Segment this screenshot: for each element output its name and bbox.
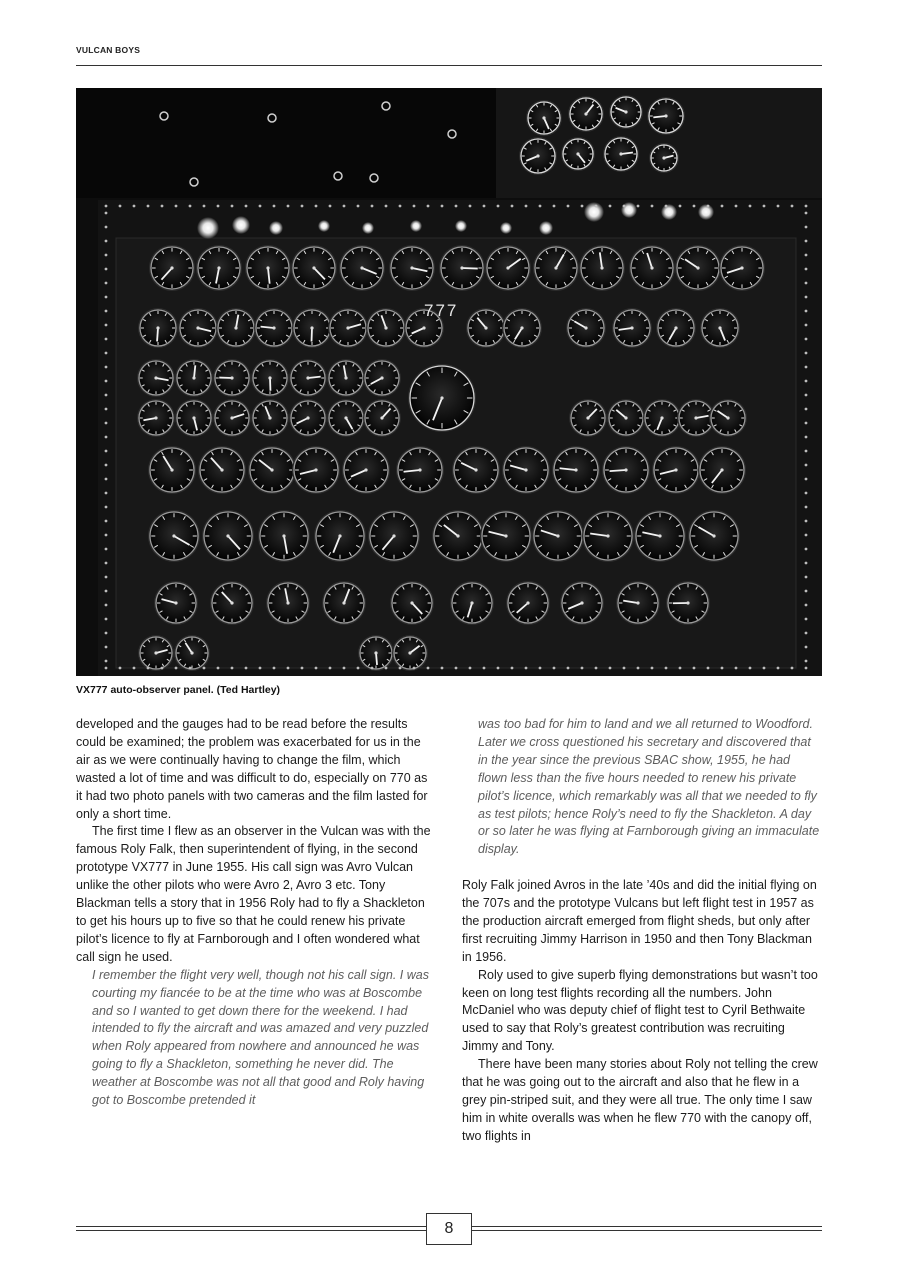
gauge-dial xyxy=(607,399,645,437)
gauge-dial xyxy=(526,100,562,136)
page-number: 8 xyxy=(426,1213,472,1245)
gauge-dial xyxy=(213,359,251,397)
gauge-dial xyxy=(698,446,746,494)
block-quote: I remember the flight very well, though not his call sign. I was courting my fiancée to be at the time who was at Boscombe and so I wanted to get down there for the weekend. I had intended to fly the aircraft and was amazed and very puzzled when Roly appeared from nowhere and announced he was going to fly a Shackleton, something he never did. The weather at Boscombe was not all that good and Roly having got to Boscombe pretended it xyxy=(92,967,429,1108)
gauge-dial xyxy=(675,245,721,291)
gauge-dial xyxy=(652,446,700,494)
gauge-dial xyxy=(643,399,681,437)
gauge-dial xyxy=(178,308,218,348)
gauge-dial xyxy=(202,510,254,562)
gauge-dial xyxy=(582,510,634,562)
gauge-dial xyxy=(363,359,401,397)
gauge-dial xyxy=(579,245,625,291)
gauge-dial xyxy=(266,581,310,625)
gauge-dial xyxy=(196,245,242,291)
gauge-dial xyxy=(506,581,550,625)
panel-marking: 777 xyxy=(424,301,459,320)
gauge-dial xyxy=(603,136,639,172)
gauge-dial xyxy=(485,245,531,291)
gauge-dial xyxy=(291,245,337,291)
gauge-dial xyxy=(612,308,652,348)
gauge-dial xyxy=(656,308,696,348)
indicator-lamp xyxy=(269,221,283,235)
gauge-dial xyxy=(328,308,368,348)
gauge-dial xyxy=(358,635,394,671)
gauge-dial xyxy=(647,97,685,135)
gauge-dial xyxy=(629,245,675,291)
gauge-dial xyxy=(289,399,327,437)
gauge-dial xyxy=(719,245,765,291)
paragraph: developed and the gauges had to be read before the results could be examined; the problem was exacerbated for us in the air as we were continually having to change the film, which wasted a lot of time and was difficult to do, especially on 770 as it had two photo panels with two cameras and the film lasted for only a short time. xyxy=(76,717,428,821)
gauge-dial xyxy=(396,446,444,494)
gauge-dial xyxy=(368,510,420,562)
block-quote: was too bad for him to land and we all returned to Woodford. Later we cross questioned his secretary and discovered that in the year since the previous SBAC show, 1955, he had flown less than the five hours needed to renew his private pilot’s licence, which remarkably was all that we needed to fly as test pilots; hence Roly’s need to fly the Shackleton. A day or so later he was flying at Farnborough giving an immaculate display. xyxy=(478,717,820,857)
gauge-dial xyxy=(450,581,494,625)
gauge-dial xyxy=(314,510,366,562)
gauge-dial xyxy=(210,581,254,625)
paragraph: Roly Falk joined Avros in the late ’40s and did the initial flying on the 707s and the prototype Vulcans but left flight test in 1957 as the production aircraft emerged from flight sheds, but only after first recruiting Jimmy Harrison in 1950 and then Tony Blackman in 1956. xyxy=(462,878,817,964)
gauge-dial xyxy=(251,399,289,437)
gauge-dial xyxy=(289,359,327,397)
gauge-dial xyxy=(342,446,390,494)
gauge-dial xyxy=(568,96,604,132)
indicator-lamp xyxy=(455,220,467,232)
paragraph: Roly used to give superb flying demonstrations but wasn’t too keen on long test flights recording all the numbers. John McDaniel who was deputy chief of flight test to Cyril Bethwaite used to say that Roly’s greatest contribution was recruiting Jimmy and Tony. xyxy=(462,967,818,1054)
indicator-lamp xyxy=(584,202,604,222)
gauge-dial xyxy=(175,359,213,397)
instrument-panel-illustration xyxy=(76,88,822,676)
gauge-dial xyxy=(466,308,506,348)
footer-rule xyxy=(472,1226,822,1227)
gauge-dial xyxy=(616,581,660,625)
gauge-dial xyxy=(569,399,607,437)
indicator-lamp xyxy=(621,202,637,218)
spacer xyxy=(462,859,822,877)
gauge-dial xyxy=(519,137,557,175)
header-rule xyxy=(76,65,822,66)
gauge-dial xyxy=(175,399,213,437)
gauge-dial xyxy=(138,635,174,671)
paragraph: The first time I flew as an observer in the Vulcan was with the famous Roly Falk, then superintendent of flying, in the second prototype VX777 in June 1955. His call sign was Avro Vulcan unlike the other pilots who were Avro 2, Avro 3 etc. Tony Blackman tells a story that in 1956 Roly had to fly a Shackleton to get his hours up to five so that he could renew his private pilot’s licence to fly at Farnborough and I often wondered what call sign he used. xyxy=(76,824,431,964)
gauge-dial xyxy=(602,446,650,494)
gauge-dial xyxy=(137,359,175,397)
gauge-dial xyxy=(552,446,600,494)
gauge-dial xyxy=(248,446,296,494)
gauge-dial xyxy=(480,510,532,562)
gauge-dial xyxy=(363,399,401,437)
indicator-lamp xyxy=(362,222,374,234)
footer-rule xyxy=(76,1230,426,1231)
gauge-dial xyxy=(292,446,340,494)
gauge-dial xyxy=(389,245,435,291)
gauge-dial xyxy=(138,308,178,348)
gauge-dial xyxy=(609,95,643,129)
indicator-lamp xyxy=(410,220,422,232)
gauge-dial xyxy=(154,581,198,625)
gauge-dial xyxy=(258,510,310,562)
gauge-dial xyxy=(327,399,365,437)
gauge-dial xyxy=(408,364,476,432)
gauge-dial xyxy=(254,308,294,348)
gauge-dial xyxy=(634,510,686,562)
panel-photo xyxy=(76,88,822,676)
gauge-dial xyxy=(148,446,196,494)
indicator-lamp xyxy=(698,204,714,220)
gauge-dial xyxy=(390,581,434,625)
indicator-lamp xyxy=(197,217,219,239)
gauge-dial xyxy=(339,245,385,291)
indicator-lamp xyxy=(318,220,330,232)
gauge-dial xyxy=(174,635,210,671)
gauge-dial xyxy=(532,510,584,562)
gauge-dial xyxy=(322,581,366,625)
gauge-dial xyxy=(666,581,710,625)
gauge-dial xyxy=(649,143,679,173)
gauge-dial xyxy=(148,510,200,562)
gauge-dial xyxy=(452,446,500,494)
gauge-dial xyxy=(432,510,484,562)
indicator-lamp xyxy=(539,221,553,235)
indicator-lamp xyxy=(661,204,677,220)
left-column xyxy=(76,716,436,1110)
footer-rule xyxy=(472,1230,822,1231)
gauge-dial xyxy=(533,245,579,291)
gauge-dial xyxy=(245,245,291,291)
gauge-dial xyxy=(216,308,256,348)
footer-rule xyxy=(76,1226,426,1227)
gauge-dial xyxy=(198,446,246,494)
gauge-dial xyxy=(502,446,550,494)
indicator-lamp xyxy=(232,216,250,234)
gauge-dial xyxy=(566,308,606,348)
gauge-dial xyxy=(502,308,542,348)
gauge-dial xyxy=(439,245,485,291)
gauge-dial xyxy=(392,635,428,671)
gauge-dial xyxy=(251,359,289,397)
figure-caption: VX777 auto-observer panel. (Ted Hartley) xyxy=(76,684,281,696)
right-column xyxy=(462,716,822,1146)
gauge-dial xyxy=(700,308,740,348)
gauge-dial xyxy=(561,137,595,171)
gauge-dial xyxy=(292,308,332,348)
indicator-lamp xyxy=(500,222,512,234)
gauge-dial xyxy=(137,399,175,437)
running-head: VULCAN BOYS xyxy=(76,45,141,55)
gauge-dial xyxy=(709,399,747,437)
paragraph: There have been many stories about Roly not telling the crew that he was going out to the aircraft and also that he flew in a grey pin-striped suit, and they were all true. The only time I saw him in white overalls was when he flew 770 with the canopy off, two flights in xyxy=(462,1057,818,1143)
gauge-dial xyxy=(213,399,251,437)
gauge-dial xyxy=(327,359,365,397)
gauge-dial xyxy=(149,245,195,291)
gauge-dial xyxy=(560,581,604,625)
gauge-dial xyxy=(366,308,406,348)
gauge-dial xyxy=(688,510,740,562)
